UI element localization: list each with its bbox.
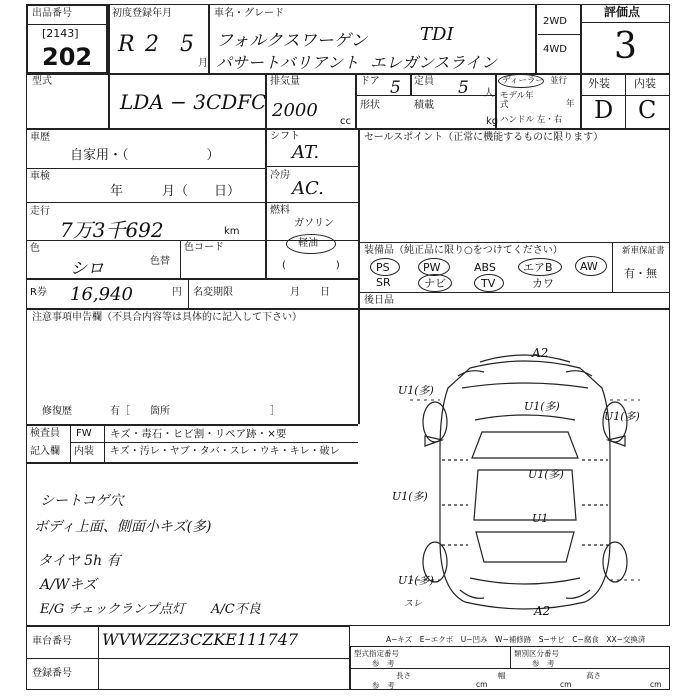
lot-number: 202 <box>42 43 93 71</box>
vline-color <box>180 240 181 278</box>
score-divider <box>580 22 670 23</box>
model-spec-ref: 参 考 <box>372 659 395 668</box>
fuel-gasoline: ガソリン <box>294 218 334 229</box>
hline-s1 <box>265 166 358 167</box>
mileage-label: 走行 <box>30 206 50 217</box>
damage-mark: U1(多) <box>392 490 428 503</box>
car-name-label: 車名・グレード <box>214 8 284 19</box>
delivery-label: 後日品 <box>364 295 394 306</box>
category-label: 類別区分番号 <box>514 649 559 658</box>
lot-number-label: 出品番号 <box>32 8 72 19</box>
exterior-grade: D <box>594 96 614 124</box>
length-ref: 参 考 <box>372 681 395 690</box>
dealer-label: ディーラー <box>502 76 544 86</box>
first-reg-era: R <box>118 32 135 57</box>
grade-elegance: エレガンスライン <box>370 53 498 72</box>
loading-unit: kg <box>486 116 499 127</box>
equipment-label: 装備品（純正品に限り○をつけてください） <box>364 245 563 256</box>
vline-lot <box>108 4 110 128</box>
shape-label: 形状 <box>360 100 380 111</box>
damage-mark: U1 <box>532 512 549 525</box>
equip-aw: AW <box>580 260 598 273</box>
warranty-label: 名変期限 <box>193 287 233 298</box>
legend-codes: A−キズ E−エクボ U−凹み W−補修跡 S−サビ C−腐食 XX−交換済 <box>386 635 646 644</box>
repair-label: 修復歴 <box>42 406 72 417</box>
warranty-book-label: 新車保証書 <box>622 246 665 256</box>
hline-inspector2 <box>70 442 358 443</box>
reg-label: 登録番号 <box>32 668 72 679</box>
vline-sales <box>358 128 360 308</box>
hline-shape <box>355 95 495 96</box>
capacity-value: 5 <box>458 78 469 98</box>
hline-s2 <box>265 202 358 203</box>
damage-mark: U1(多) <box>524 400 560 413</box>
fuel-diesel: 軽油 <box>298 238 318 249</box>
vline-firstreg <box>208 4 210 74</box>
interior-entry-label: 内装 <box>74 446 94 457</box>
width-label: 幅 <box>498 671 506 680</box>
model-year-unit: 年 <box>566 99 575 109</box>
vline-inspector <box>70 424 71 462</box>
repair-value: 有［ 箇所 ］ <box>110 406 280 417</box>
score-value: 3 <box>614 26 637 67</box>
first-reg-month: 5 <box>180 32 194 57</box>
first-reg-year: 2 <box>145 32 159 57</box>
drive-4wd: 4WD <box>543 44 567 55</box>
height-unit: cm <box>650 680 662 689</box>
category-ref: 参 考 <box>532 659 555 668</box>
note-line: シートコゲ穴 <box>40 493 124 509</box>
width-unit: cm <box>560 680 572 689</box>
capacity-unit: 人 <box>484 88 494 99</box>
drive-divider <box>538 34 580 35</box>
recycle-value: 16,940 <box>70 284 133 305</box>
vline-chassis <box>98 626 99 690</box>
inspection-label: 車検 <box>30 171 50 182</box>
equip-leather: カワ <box>532 277 554 290</box>
hline-chassis <box>26 658 350 659</box>
length-label: 長さ <box>396 671 411 680</box>
hline-equip <box>358 242 670 243</box>
interior-items: キズ・汚レ・ヤブ・タバ・スレ・ウキ・キレ・破レ <box>110 446 340 457</box>
color-no-label: 色替 <box>150 256 170 267</box>
car-name2: パサートバリアント <box>216 53 360 72</box>
model-year-label: モデル年式 <box>500 91 534 110</box>
hline-inspector3 <box>26 462 358 464</box>
fuel-label: 燃料 <box>270 205 290 216</box>
inspector-label: 検査員 <box>30 428 60 439</box>
note-line: E/G チェックランプ点灯 A/C不良 <box>40 602 261 617</box>
hline-inspector <box>26 424 358 426</box>
divider-row1 <box>26 73 670 75</box>
equip-navi: ナビ <box>424 277 446 290</box>
equip-sr: SR <box>376 276 391 289</box>
warranty-value: 月 日 <box>290 287 330 298</box>
doors-label: ドア <box>360 76 380 87</box>
warranty-book-value: 有・無 <box>624 267 657 280</box>
model-value: LDA − 3CDFC <box>120 90 267 114</box>
interior-grade: C <box>638 96 657 124</box>
lot-code: [2143] <box>42 27 79 40</box>
model-spec-label: 型式指定番号 <box>354 649 399 658</box>
handle-label: ハンドル 左・右 <box>500 115 563 125</box>
model-label: 型式 <box>32 76 52 87</box>
mileage-value: 7万3千692 <box>60 218 164 242</box>
loading-label: 積載 <box>414 100 434 111</box>
shift-value: AT. <box>292 142 320 163</box>
damage-mark: U1(多) <box>528 468 564 481</box>
fw-items: キズ・毒石・ヒビ割・リペア跡・×要 <box>110 428 287 440</box>
ac-value: AC. <box>292 178 324 199</box>
interior-label: 内装 <box>634 77 656 90</box>
chassis-value: WVWZZZ3CZKE111747 <box>102 630 299 649</box>
vline-warranty-book <box>612 242 613 292</box>
doors-value: 5 <box>390 78 401 98</box>
divider-row2 <box>26 128 670 130</box>
vline-history <box>265 128 267 278</box>
damage-mark: U1(多) <box>398 574 434 587</box>
recycle-unit: 円 <box>172 287 182 298</box>
inspection-value: 年 月（ 日） <box>110 184 241 199</box>
damage-mark: U1(多) <box>604 410 640 423</box>
damage-mark-rear: A2 <box>534 604 551 618</box>
color-code-label: 色コード <box>184 242 224 253</box>
capacity-label: 定員 <box>414 76 434 87</box>
ac-label: 冷房 <box>270 170 290 181</box>
recycle-label: R券 <box>30 287 47 298</box>
hline-notes <box>26 308 670 310</box>
sales-label: セールスポイント（正常に機能するものに限ります） <box>364 132 604 143</box>
vline-carname <box>535 4 537 74</box>
damage-mark-front: A2 <box>532 346 549 360</box>
vline-inspector2 <box>104 424 105 462</box>
entry-label: 記入欄 <box>30 446 60 457</box>
color-label: 色 <box>30 243 40 254</box>
equip-airbag: エアB <box>523 261 553 274</box>
equip-pw: PW <box>423 261 441 274</box>
displacement-label: 排気量 <box>270 76 300 87</box>
parallel-label: 並行 <box>550 76 568 86</box>
vline-recycle <box>188 278 189 308</box>
displacement-value: 2000 <box>272 100 318 121</box>
equip-abs: ABS <box>474 261 496 274</box>
damage-mark: U1(多) <box>398 384 434 397</box>
vline-cap <box>410 73 412 95</box>
notes-label: 注意事項申告欄（不具合内容等は具体的に記入して下さい） <box>32 312 302 323</box>
length-unit: cm <box>476 680 488 689</box>
displacement-unit: cc <box>340 116 351 127</box>
legend-vline <box>510 646 511 668</box>
vline-ext-int <box>625 73 626 129</box>
damage-mark: スレ <box>404 599 423 609</box>
shift-label: シフト <box>270 131 300 142</box>
legend-hline <box>350 668 670 669</box>
note-line: A/Wキズ <box>40 577 97 593</box>
drive-2wd: 2WD <box>543 16 567 27</box>
equip-tv: TV <box>481 277 496 290</box>
equip-ps: PS <box>376 261 390 274</box>
mileage-unit: km <box>224 226 240 237</box>
hline-delivery <box>358 292 670 293</box>
vline-doors <box>355 73 357 129</box>
hline-h2 <box>26 202 265 203</box>
fuel-paren: ( ) <box>282 260 340 271</box>
score-label: 評価点 <box>604 5 641 19</box>
hline-h1 <box>26 168 265 169</box>
month-unit: 月 <box>198 58 208 69</box>
chassis-label: 車台番号 <box>32 636 72 647</box>
height-label: 高さ <box>586 671 601 680</box>
fw-label: FW <box>76 428 92 439</box>
note-line: ボディ上面、側面小キズ(多) <box>34 519 212 535</box>
exterior-label: 外装 <box>588 77 610 90</box>
grade-tdi: TDI <box>420 24 454 45</box>
first-reg-label: 初度登録年月 <box>112 8 172 19</box>
vline-notes <box>358 308 360 424</box>
car-name: フォルクスワーゲン <box>216 31 368 51</box>
color-value: シロ <box>70 259 104 279</box>
history-label: 車歴 <box>30 132 50 143</box>
note-line: タイヤ 5h 有 <box>38 553 121 569</box>
history-value: 自家用・（ ） <box>70 148 220 163</box>
